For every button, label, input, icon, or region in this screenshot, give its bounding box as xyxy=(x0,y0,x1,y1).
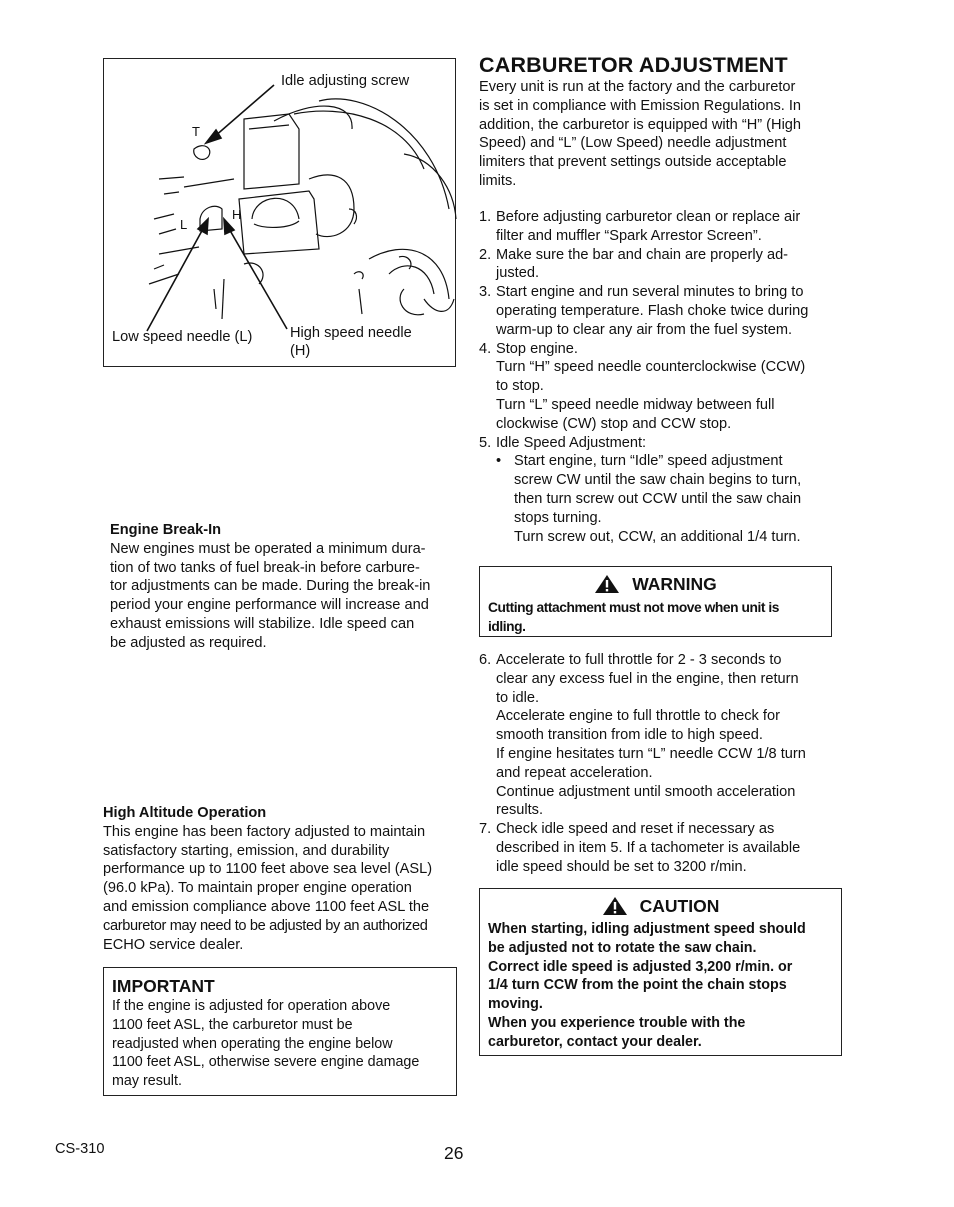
step-number: 3. xyxy=(479,284,492,301)
warning-triangle-icon xyxy=(594,574,620,594)
text-line: If engine hesitates turn “L” needle CCW 1/8 turn xyxy=(496,745,806,762)
text-line: justed. xyxy=(496,265,539,282)
text-line: 1100 feet ASL, the carburetor must be xyxy=(112,1016,353,1033)
text-line: be adjusted not to rotate the saw chain. xyxy=(488,939,757,956)
step-number: 6. xyxy=(479,652,492,668)
text-line: be adjusted as required. xyxy=(110,634,267,651)
important-heading: IMPORTANT xyxy=(112,976,215,996)
step5-bullets xyxy=(496,452,839,546)
step-item xyxy=(479,651,839,820)
text-line: readjusted when operating the engine below xyxy=(112,1035,393,1052)
text-line: and repeat acceleration. xyxy=(496,764,653,781)
step-number: 7. xyxy=(479,821,492,838)
page-title: CARBURETOR ADJUSTMENT xyxy=(479,53,788,77)
text-line: Speed) and “L” (Low Speed) needle adjustment xyxy=(479,135,787,152)
step-number: 5. xyxy=(479,434,492,451)
step-item xyxy=(479,246,839,284)
text-line: exhaust emissions will stabilize. Idle speed can xyxy=(110,615,415,632)
text-line: stops turning. xyxy=(514,509,602,526)
text-line: If the engine is adjusted for operation above xyxy=(112,998,391,1014)
bullet-item xyxy=(496,452,839,546)
text-line: When you experience trouble with the xyxy=(488,1014,746,1031)
text-line: satisfactory starting, emission, and durability xyxy=(103,842,390,859)
mark-l: L xyxy=(180,217,188,232)
step-item xyxy=(479,283,839,339)
text-line: Continue adjustment until smooth acceleration xyxy=(496,783,796,800)
caution-text xyxy=(488,920,833,1052)
text-line: performance up to 1100 feet above sea level (ASL) xyxy=(103,861,433,878)
text-line: smooth transition from idle to high speed. xyxy=(496,727,763,744)
caution-heading-text: CAUTION xyxy=(639,896,720,916)
step-number: 1. xyxy=(479,209,492,225)
text-line: 1/4 turn CCW from the point the chain stops xyxy=(488,977,787,994)
text-line: Turn “L” speed needle midway between full xyxy=(496,396,775,413)
steps-list-a xyxy=(479,208,839,546)
engine-break-in-text xyxy=(110,540,460,653)
text-line: carburetor may need to be adjusted by an authorized xyxy=(103,917,428,934)
mark-t: T xyxy=(192,124,200,139)
text-line: idle speed should be set to 3200 r/min. xyxy=(496,858,747,875)
step-item xyxy=(479,434,839,547)
step-number: 4. xyxy=(479,340,492,357)
text-line: Turn screw out, CCW, an additional 1/4 turn. xyxy=(514,528,801,545)
text-line: clear any excess fuel in the engine, then return xyxy=(496,670,799,687)
text-line: moving. xyxy=(488,996,543,1013)
text-line: When starting, idling adjustment speed should xyxy=(488,921,806,937)
model-number: CS-310 xyxy=(55,1141,105,1157)
carb-intro-text xyxy=(479,78,839,191)
text-line: tion of two tanks of fuel break-in before carbure- xyxy=(110,559,420,576)
text-line: addition, the carburetor is equipped with “H” (High xyxy=(479,116,802,133)
warning-box xyxy=(479,566,832,637)
text-line: is set in compliance with Emission Regulations. In xyxy=(479,97,802,114)
text-line: to idle. xyxy=(496,689,539,706)
step-item xyxy=(479,208,839,246)
text-line: Turn “H” speed needle counterclockwise (CCW) xyxy=(496,359,806,376)
carburetor-figure xyxy=(103,58,456,367)
text-line: idling. xyxy=(488,618,526,634)
text-line: period your engine performance will increase and xyxy=(110,597,429,614)
warning-triangle-icon xyxy=(602,896,628,916)
label-high-line1: High speed needle xyxy=(290,325,412,341)
text-line: Accelerate engine to full throttle to check for xyxy=(496,708,780,725)
text-line: limits. xyxy=(479,172,517,189)
label-high-line2: (H) xyxy=(290,343,311,359)
text-line: Every unit is run at the factory and the carburetor xyxy=(479,79,796,95)
text-line: clockwise (CW) stop and CCW stop. xyxy=(496,415,732,432)
text-line: Stop engine. xyxy=(496,340,578,357)
important-text xyxy=(112,997,448,1091)
text-line: 1100 feet ASL, otherwise severe engine damage xyxy=(112,1054,420,1071)
steps-list-b xyxy=(479,651,839,877)
text-line: New engines must be operated a minimum dura- xyxy=(110,540,426,557)
label-high-speed-needle xyxy=(290,324,412,360)
text-line: warm-up to clear any air from the fuel system. xyxy=(496,321,793,338)
text-line: Before adjusting carburetor clean or replace air xyxy=(496,209,801,225)
step-number: 2. xyxy=(479,246,492,263)
engine-break-in-heading: Engine Break-In xyxy=(110,522,222,538)
high-altitude-heading: High Altitude Operation xyxy=(103,805,267,821)
text-line: and emission compliance above 1100 feet ASL the xyxy=(103,898,430,915)
text-line: Start engine and run several minutes to bring to xyxy=(496,284,804,301)
text-line: may result. xyxy=(112,1073,182,1090)
text-line: Cutting attachment must not move when unit is xyxy=(488,600,779,615)
warning-heading xyxy=(488,573,823,595)
text-line: Correct idle speed is adjusted 3,200 r/min. or xyxy=(488,958,793,975)
important-box xyxy=(103,967,457,1096)
carburetor-illustration xyxy=(104,59,457,368)
text-line: carburetor, contact your dealer. xyxy=(488,1033,702,1050)
label-idle-adjusting-screw: Idle adjusting screw xyxy=(281,73,410,89)
text-line: operating temperature. Flash choke twice during xyxy=(496,302,809,319)
carb-intro xyxy=(479,78,839,191)
mark-h: H xyxy=(232,207,242,222)
text-line: to stop. xyxy=(496,378,544,395)
text-line: results. xyxy=(496,802,544,819)
text-line: described in item 5. If a tachometer is available xyxy=(496,839,801,856)
caution-box xyxy=(479,888,842,1056)
text-line: limiters that prevent settings outside acceptable xyxy=(479,154,787,171)
text-line: tor adjustments can be made. During the break-in xyxy=(110,578,431,595)
page-number: 26 xyxy=(444,1143,464,1163)
step-item xyxy=(479,820,839,876)
warning-text xyxy=(488,599,823,637)
text-line: screw CW until the saw chain begins to turn, xyxy=(514,472,802,489)
label-low-speed-needle: Low speed needle (L) xyxy=(112,329,253,345)
high-altitude-section xyxy=(103,804,463,954)
text-line: This engine has been factory adjusted to maintain xyxy=(103,823,426,840)
text-line: Accelerate to full throttle for 2 - 3 seconds to xyxy=(496,652,782,668)
text-line: Make sure the bar and chain are properly ad- xyxy=(496,246,789,263)
bullet-dot: • xyxy=(496,453,502,470)
text-line: ECHO service dealer. xyxy=(103,936,244,953)
step-item xyxy=(479,340,839,434)
text-line: Start engine, turn “Idle” speed adjustment xyxy=(514,453,783,470)
warning-heading-text: WARNING xyxy=(632,574,717,594)
engine-break-in-section xyxy=(110,521,460,653)
text-line: Check idle speed and reset if necessary as xyxy=(496,821,775,838)
text-line: Idle Speed Adjustment: xyxy=(496,434,647,451)
caution-heading xyxy=(488,895,833,917)
text-line: filter and muffler “Spark Arrestor Screen”. xyxy=(496,227,762,244)
high-altitude-text xyxy=(103,823,463,955)
text-line: (96.0 kPa). To maintain proper engine operation xyxy=(103,880,412,897)
text-line: then turn screw out CCW until the saw chain xyxy=(514,490,802,507)
